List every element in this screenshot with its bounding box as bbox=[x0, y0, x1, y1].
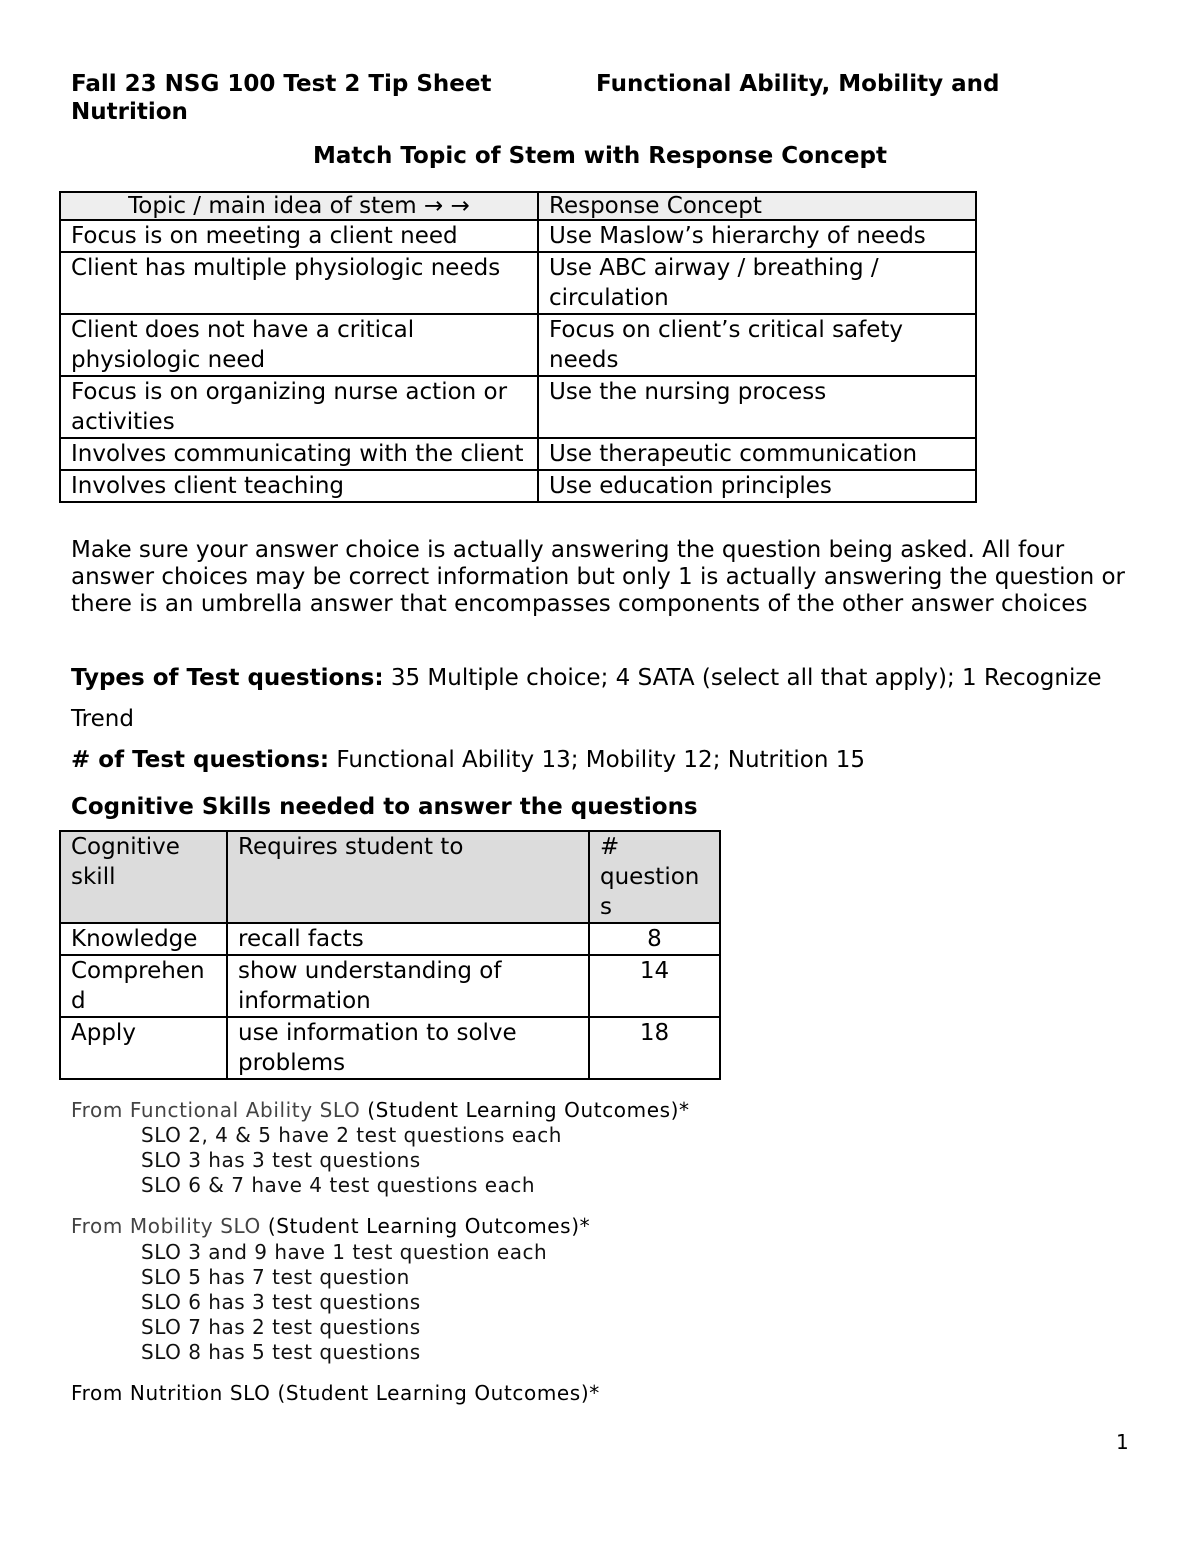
match-table-header bbox=[60, 192, 976, 220]
list-item: SLO 8 has 5 test questions bbox=[141, 1340, 421, 1364]
table-row bbox=[60, 955, 720, 1017]
table-row bbox=[60, 252, 976, 314]
question-types-text: 35 Multiple choice; 4 SATA (select all that apply); 1 Recognize bbox=[383, 665, 1102, 691]
question-types-label: Types of Test questions: bbox=[71, 665, 384, 691]
table-row bbox=[60, 314, 976, 376]
topic-line-1: Functional Ability, Mobility and bbox=[596, 71, 1000, 97]
table-row bbox=[60, 220, 976, 252]
list-item: SLO 6 & 7 have 4 test questions each bbox=[141, 1173, 536, 1197]
cog-requires-cell: use information to solve problems bbox=[227, 1017, 589, 1079]
slo-mobility-list bbox=[141, 1240, 547, 1365]
cognitive-section-title: Cognitive Skills needed to answer the questions bbox=[71, 794, 698, 820]
question-counts-text: Functional Ability 13; Mobility 12; Nutrition 15 bbox=[329, 747, 866, 773]
question-counts-label: # of Test questions: bbox=[71, 747, 330, 773]
slo-functional-heading-suffix: (Student Learning Outcomes)* bbox=[367, 1098, 690, 1122]
list-item: SLO 7 has 2 test questions bbox=[141, 1315, 421, 1339]
slo-nutrition-heading: From Nutrition SLO (Student Learning Outcomes)* bbox=[71, 1381, 600, 1405]
match-concept-cell: Use education principles bbox=[538, 470, 976, 502]
match-topic-cell: Focus is on organizing nurse action or activities bbox=[60, 376, 538, 438]
match-concept-cell: Use ABC airway / breathing / circulation bbox=[538, 252, 976, 314]
match-topic-cell: Client has multiple physiologic needs bbox=[60, 252, 538, 314]
match-concept-cell: Use therapeutic communication bbox=[538, 438, 976, 470]
cog-skill-cell: Apply bbox=[60, 1017, 227, 1079]
slo-mobility-heading bbox=[71, 1214, 590, 1238]
list-item: SLO 5 has 7 test question bbox=[141, 1265, 410, 1289]
doc-title: Fall 23 NSG 100 Test 2 Tip Sheet bbox=[71, 71, 492, 97]
list-item: SLO 3 has 3 test questions bbox=[141, 1148, 421, 1172]
match-section-title: Match Topic of Stem with Response Concept bbox=[313, 143, 887, 169]
cog-header-requires: Requires student to bbox=[227, 831, 589, 923]
cog-requires-cell: recall facts bbox=[227, 923, 589, 955]
table-row bbox=[60, 438, 976, 470]
cog-header-count: # question s bbox=[589, 831, 720, 923]
match-table bbox=[59, 191, 977, 503]
cog-skill-cell: Knowledge bbox=[60, 923, 227, 955]
question-counts-line bbox=[71, 747, 865, 773]
match-header-concept: Response Concept bbox=[538, 192, 976, 220]
list-item: SLO 6 has 3 test questions bbox=[141, 1290, 421, 1314]
match-concept-cell: Use Maslow’s hierarchy of needs bbox=[538, 220, 976, 252]
match-topic-cell: Focus is on meeting a client need bbox=[60, 220, 538, 252]
table-row bbox=[60, 923, 720, 955]
table-row bbox=[60, 1017, 720, 1079]
match-header-topic: Topic / main idea of stem → → bbox=[60, 192, 538, 220]
cognitive-table-header bbox=[60, 831, 720, 923]
table-row bbox=[60, 376, 976, 438]
slo-functional-heading bbox=[71, 1098, 690, 1122]
cog-skill-cell: Comprehen d bbox=[60, 955, 227, 1017]
table-row bbox=[60, 470, 976, 502]
match-concept-cell: Focus on client’s critical safety needs bbox=[538, 314, 976, 376]
cognitive-table bbox=[59, 830, 721, 1080]
match-topic-cell: Client does not have a critical physiologic need bbox=[60, 314, 538, 376]
slo-mobility-heading-suffix: (Student Learning Outcomes)* bbox=[267, 1214, 591, 1238]
match-concept-cell: Use the nursing process bbox=[538, 376, 976, 438]
match-topic-cell: Involves client teaching bbox=[60, 470, 538, 502]
page-header bbox=[71, 70, 1071, 126]
advice-paragraph: Make sure your answer choice is actually answering the question being asked. All four answer choices may be correct information but only 1 is actually answering the question or there is an umbrella answer that encompasses components of the other answer choices bbox=[71, 537, 1125, 617]
slo-functional-list bbox=[141, 1123, 562, 1198]
cog-count-cell: 8 bbox=[589, 923, 720, 955]
slo-mobility-heading-prefix: From Mobility SLO bbox=[71, 1214, 268, 1238]
match-topic-cell: Involves communicating with the client bbox=[60, 438, 538, 470]
list-item: SLO 3 and 9 have 1 test question each bbox=[141, 1240, 548, 1264]
page-number: 1 bbox=[1116, 1430, 1129, 1454]
question-types-line bbox=[71, 665, 1102, 691]
cog-header-skill: Cognitive skill bbox=[60, 831, 227, 923]
cog-count-cell: 18 bbox=[589, 1017, 720, 1079]
topic-line-2: Nutrition bbox=[71, 99, 188, 125]
cog-requires-cell: show understanding of information bbox=[227, 955, 589, 1017]
question-types-line-2: Trend bbox=[71, 706, 134, 732]
cog-count-cell: 14 bbox=[589, 955, 720, 1017]
list-item: SLO 2, 4 & 5 have 2 test questions each bbox=[141, 1123, 562, 1147]
slo-functional-heading-prefix: From Functional Ability SLO bbox=[71, 1098, 368, 1122]
